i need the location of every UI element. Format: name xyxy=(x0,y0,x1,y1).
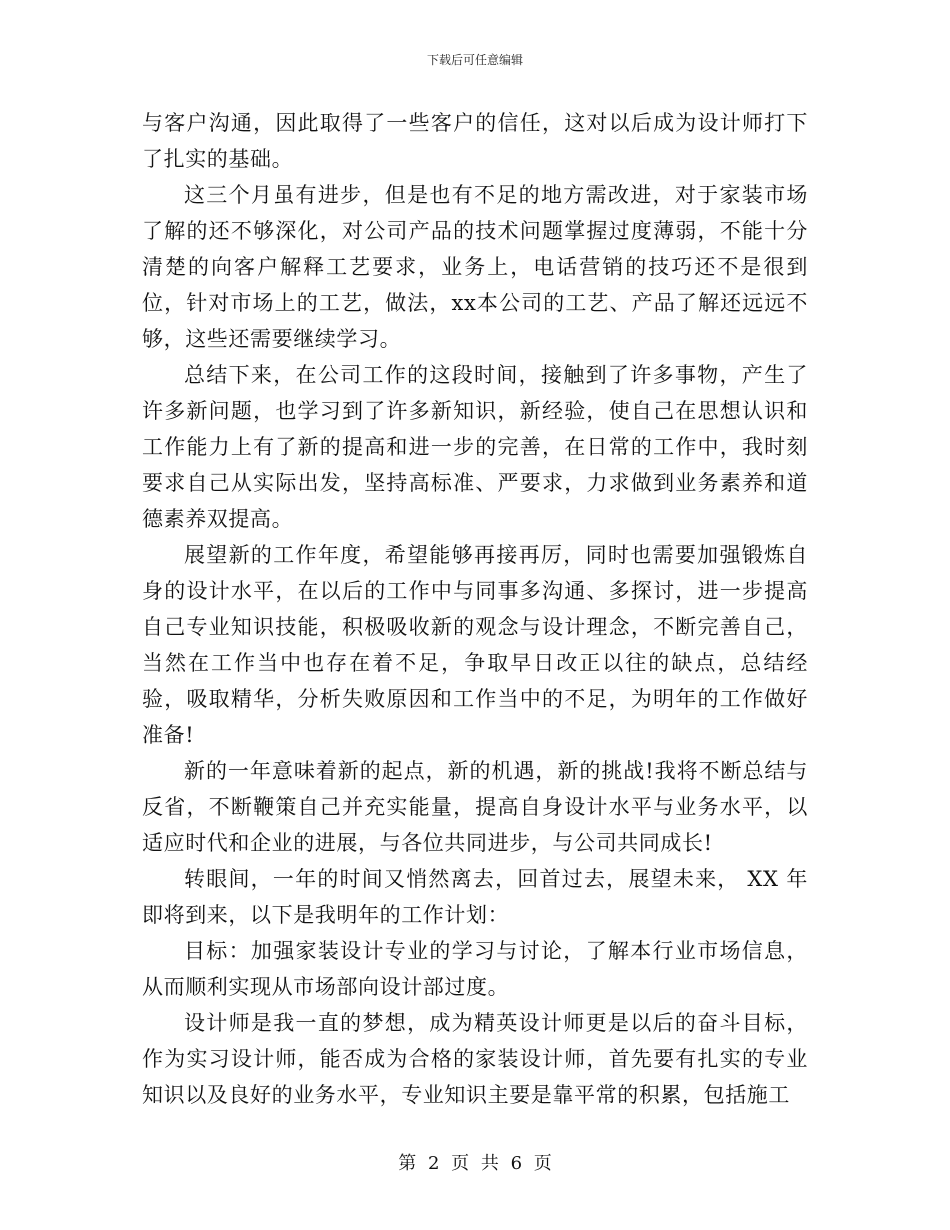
paragraph-5: 新的一年意味着新的起点，新的机遇，新的挑战!我将不断总结与反省，不断鞭策自己并充实能量，提高自身设计水平与业务水平，以适应时代和企业的进展，与各位共同进步，与公司共同成长! xyxy=(142,759,808,855)
paragraph-8: 设计师是我一直的梦想，成为精英设计师更是以后的奋斗目标，作为实习设计师，能否成为合格的家装设计师，首先要有扎实的专业知识以及良好的业务水平，专业知识主要是靠平常的积累，包括施工 xyxy=(142,1011,808,1107)
document-body xyxy=(142,105,808,1113)
download-note: 下载后可任意编辑 xyxy=(426,53,523,67)
paragraph-4: 展望新的工作年度，希望能够再接再厉，同时也需要加强锻炼自身的设计水平，在以后的工作中与同事多沟通、多探讨，进一步提高自己专业知识技能，积极吸收新的观念与设计理念，不断完善自己，当然在工作当中也存在着不足，争取早日改正以往的缺点，总结经验，吸取精华，分析失败原因和工作当中的不足，为明年的工作做好准备! xyxy=(142,543,808,747)
paragraph-3: 总结下来，在公司工作的这段时间，接触到了许多事物，产生了许多新问题，也学习到了许多新知识，新经验，使自己在思想认识和工作能力上有了新的提高和进一步的完善，在日常的工作中，我时刻要求自己从实际出发，坚持高标准、严要求，力求做到业务素养和道德素养双提高。 xyxy=(142,363,808,531)
paragraph-6: 转眼间，一年的时间又悄然离去，回首过去，展望未来， XX 年即将到来，以下是我明年的工作计划： xyxy=(142,867,808,927)
paragraph-1: 与客户沟通，因此取得了一些客户的信任，这对以后成为设计师打下了扎实的基础。 xyxy=(142,111,808,171)
page-number: 第 2 页 共 6 页 xyxy=(398,1153,552,1174)
paragraph-2: 这三个月虽有进步，但是也有不足的地方需改进，对于家装市场了解的还不够深化，对公司产品的技术问题掌握过度薄弱，不能十分清楚的向客户解释工艺要求，业务上，电话营销的技巧还不是很到位，针对市场上的工艺，做法，xx本公司的工艺、产品了解还远远不够，这些还需要继续学习。 xyxy=(142,183,808,351)
paragraph-7: 目标：加强家装设计专业的学习与讨论，了解本行业市场信息，从而顺利实现从市场部向设计部过度。 xyxy=(142,939,808,999)
